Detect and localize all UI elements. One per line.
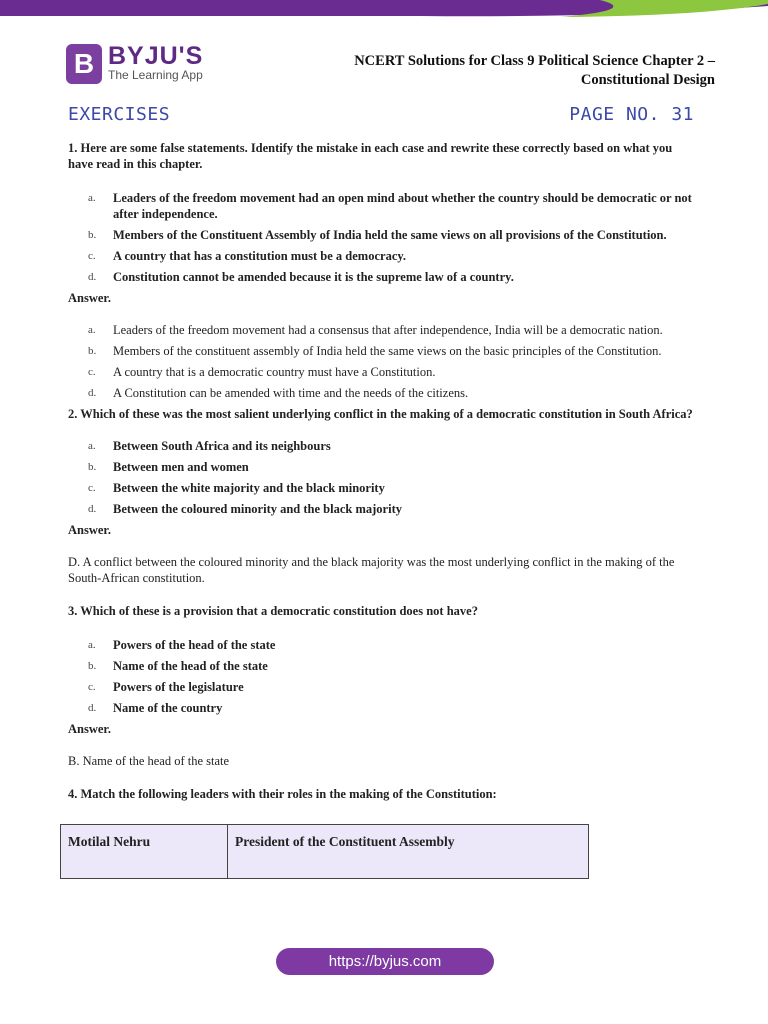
option-text: Leaders of the freedom movement had an open mind about whether the country should be democratic or not after independence. — [113, 191, 692, 221]
answer-marker: a. — [88, 324, 96, 336]
question-1: 1. Here are some false statements. Identify the mistake in each case and rewrite these correctly based on what you have read in this chapter. — [68, 141, 673, 171]
question-4: 4. Match the following leaders with their roles in the making of the Constitution: — [68, 787, 497, 801]
answer-label: Answer. — [68, 291, 111, 305]
option — [68, 459, 700, 475]
option-marker: d. — [88, 702, 97, 714]
option-marker: a. — [88, 639, 96, 651]
top-decorative-band — [0, 0, 768, 18]
exercises-heading: EXERCISES — [68, 104, 171, 125]
question-1-answers — [68, 322, 700, 401]
option — [68, 438, 700, 454]
question-2-options — [68, 438, 700, 517]
question-3-options — [68, 637, 700, 716]
answer-marker: d. — [88, 387, 97, 399]
option-text: Between the coloured minority and the black majority — [113, 502, 402, 516]
answer-item — [68, 385, 700, 401]
option-marker: c. — [88, 250, 96, 262]
answer-text: Leaders of the freedom movement had a consensus that after independence, India will be a democratic nation. — [113, 323, 663, 337]
option — [68, 700, 700, 716]
option-text: Name of the country — [113, 701, 223, 715]
page-number-heading: PAGE NO. 31 — [569, 104, 694, 125]
answer-marker: b. — [88, 345, 97, 357]
option-text: Name of the head of the state — [113, 659, 268, 673]
option-text: Between men and women — [113, 460, 249, 474]
option-marker: d. — [88, 503, 97, 515]
question-3-answer: B. Name of the head of the state — [68, 754, 230, 768]
answer-text: A Constitution can be amended with time and the needs of the citizens. — [113, 386, 469, 400]
role-cell: President of the Constituent Assembly — [228, 825, 589, 879]
option-marker: b. — [88, 660, 97, 672]
option-text: Powers of the head of the state — [113, 638, 276, 652]
option-text: Members of the Constituent Assembly of India held the same views on all provisions of the Constitution. — [113, 228, 667, 242]
answer-item — [68, 364, 700, 380]
logo-mark: B — [66, 44, 102, 84]
option-text: A country that has a constitution must be a democracy. — [113, 249, 407, 263]
answer-text: A country that is a democratic country must have a Constitution. — [113, 365, 436, 379]
footer-url-link[interactable]: https://byjus.com — [276, 948, 494, 975]
question-2-answer: D. A conflict between the coloured minority and the black majority was the most underlying conflict in the making of the South-African constitution. — [68, 555, 675, 585]
option-text: Powers of the legislature — [113, 680, 244, 694]
option — [68, 637, 700, 653]
question-1-options — [68, 190, 700, 285]
table-row — [61, 825, 589, 879]
match-table — [60, 824, 589, 879]
option-text: Between the white majority and the black minority — [113, 481, 385, 495]
leader-cell: Motilal Nehru — [61, 825, 228, 879]
option-marker: d. — [88, 271, 97, 283]
option — [68, 658, 700, 674]
option — [68, 227, 700, 243]
answer-item — [68, 343, 700, 359]
logo-tagline: The Learning App — [108, 68, 203, 82]
option-marker: a. — [88, 192, 96, 204]
option-marker: b. — [88, 229, 97, 241]
answer-marker: c. — [88, 366, 96, 378]
logo-name: BYJU'S — [108, 42, 204, 70]
answer-label: Answer. — [68, 722, 111, 736]
option — [68, 679, 700, 695]
option-marker: a. — [88, 440, 96, 452]
question-2: 2. Which of these was the most salient underlying conflict in the making of a democratic constitution in South Africa? — [68, 407, 693, 421]
document-title-line-1: NCERT Solutions for Class 9 Political Science Chapter 2 – — [354, 53, 715, 69]
document-title-line-2: Constitutional Design — [580, 72, 715, 88]
option — [68, 269, 700, 285]
option — [68, 501, 700, 517]
question-3: 3. Which of these is a provision that a democratic constitution does not have? — [68, 604, 478, 618]
option — [68, 190, 700, 222]
option — [68, 480, 700, 496]
answer-text: Members of the constituent assembly of India held the same views on the basic principles of the Constitution. — [113, 344, 662, 358]
option — [68, 248, 700, 264]
exercise-content — [68, 140, 700, 820]
option-marker: b. — [88, 461, 97, 473]
option-marker: c. — [88, 482, 96, 494]
option-marker: c. — [88, 681, 96, 693]
option-text: Between South Africa and its neighbours — [113, 439, 331, 453]
option-text: Constitution cannot be amended because it is the supreme law of a country. — [113, 270, 514, 284]
answer-label: Answer. — [68, 523, 111, 537]
answer-item — [68, 322, 700, 338]
document-title — [354, 52, 715, 90]
